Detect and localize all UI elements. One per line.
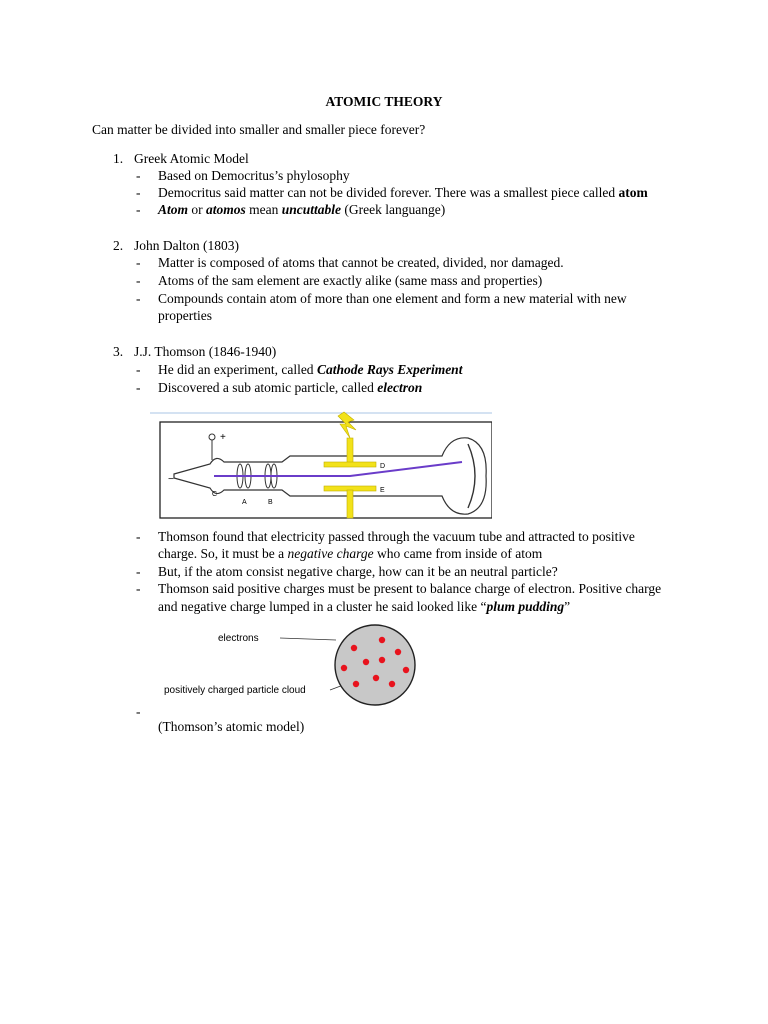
label-a: A — [242, 499, 247, 506]
positive-cloud — [335, 625, 415, 705]
bullet-dash: - — [136, 704, 141, 719]
section-1-bullet-3: Atom or atomos mean uncuttable (Greek languange) — [158, 202, 446, 217]
cathode-ray-tube-figure — [150, 410, 492, 522]
page-title: ATOMIC THEORY — [325, 94, 443, 109]
bullet-dash: - — [136, 255, 141, 270]
label-b: B — [268, 499, 273, 506]
section-3-number: 3. — [113, 344, 124, 359]
lower-plate-stem — [347, 490, 353, 518]
section-3-bullet-1: He did an experiment, called Cathode Rays Experiment — [158, 362, 463, 377]
electron — [373, 675, 379, 681]
section-2-number: 2. — [113, 238, 124, 253]
section-1-number: 1. — [113, 151, 124, 166]
label-d: D — [380, 463, 386, 470]
figure-caption: (Thomson’s atomic model) — [158, 719, 305, 734]
section-1-bullet-1: Based on Democritus’s phylosophy — [158, 168, 350, 183]
bullet-dash: - — [136, 564, 141, 579]
intro-question: Can matter be divided into smaller and smaller piece forever? — [92, 122, 426, 137]
section-2-heading: John Dalton (1803) — [134, 238, 239, 253]
electron — [363, 659, 369, 665]
bullet-dash: - — [136, 185, 141, 200]
section-3-note-1: Thomson found that electricity passed through the vacuum tube and attracted to positive — [158, 529, 635, 544]
section-2-bullet-1: Matter is composed of atoms that cannot be created, divided, nor damaged. — [158, 255, 564, 270]
electron — [403, 667, 409, 673]
plus-label: + — [220, 432, 226, 443]
electron — [379, 657, 385, 663]
electrons-label: electrons — [218, 633, 259, 644]
bullet-dash: - — [136, 273, 141, 288]
bullet-dash: - — [136, 291, 141, 306]
electron — [351, 645, 357, 651]
section-2-bullet-3-continued: properties — [158, 308, 212, 323]
section-2-bullet-2: Atoms of the sam element are exactly alike (same mass and properties) — [158, 273, 543, 288]
electrons-pointer — [280, 638, 336, 640]
electron — [395, 649, 401, 655]
bullet-dash: - — [136, 168, 141, 183]
bullet-dash: - — [136, 581, 141, 596]
electron — [353, 681, 359, 687]
section-1-bullet-2: Democritus said matter can not be divided forever. There was a smallest piece called atom — [158, 185, 648, 200]
plum-pudding-figure — [160, 618, 430, 710]
bullet-dash: - — [136, 529, 141, 544]
figure-frame — [160, 422, 492, 518]
bullet-dash: - — [136, 202, 141, 217]
cloud-label: positively charged particle cloud — [164, 685, 306, 696]
section-3-note-1-continued: charge. So, it must be a negative charge who came from inside of atom — [158, 546, 543, 561]
minus-label: − — [168, 474, 174, 485]
label-e: E — [380, 487, 385, 494]
bullet-dash: - — [136, 380, 141, 395]
electron — [379, 637, 385, 643]
upper-plate-stem — [347, 438, 353, 464]
section-2-bullet-3: Compounds contain atom of more than one element and form a new material with new — [158, 291, 627, 306]
label-c: C — [212, 491, 218, 498]
section-3-heading: J.J. Thomson (1846-1940) — [134, 344, 277, 359]
section-1-heading: Greek Atomic Model — [134, 151, 249, 166]
section-3-bullet-2: Discovered a sub atomic particle, called electron — [158, 380, 423, 395]
section-3-note-3: Thomson said positive charges must be present to balance charge of electron. Positive charge — [158, 581, 662, 596]
upper-plate — [324, 462, 376, 467]
electron — [389, 681, 395, 687]
bullet-dash: - — [136, 362, 141, 377]
section-3-note-3-continued: and negative charge lumped in a cluster he said looked like “plum pudding” — [158, 599, 571, 614]
section-3-note-2: But, if the atom consist negative charge, how can it be an neutral particle? — [158, 564, 558, 579]
electron — [341, 665, 347, 671]
